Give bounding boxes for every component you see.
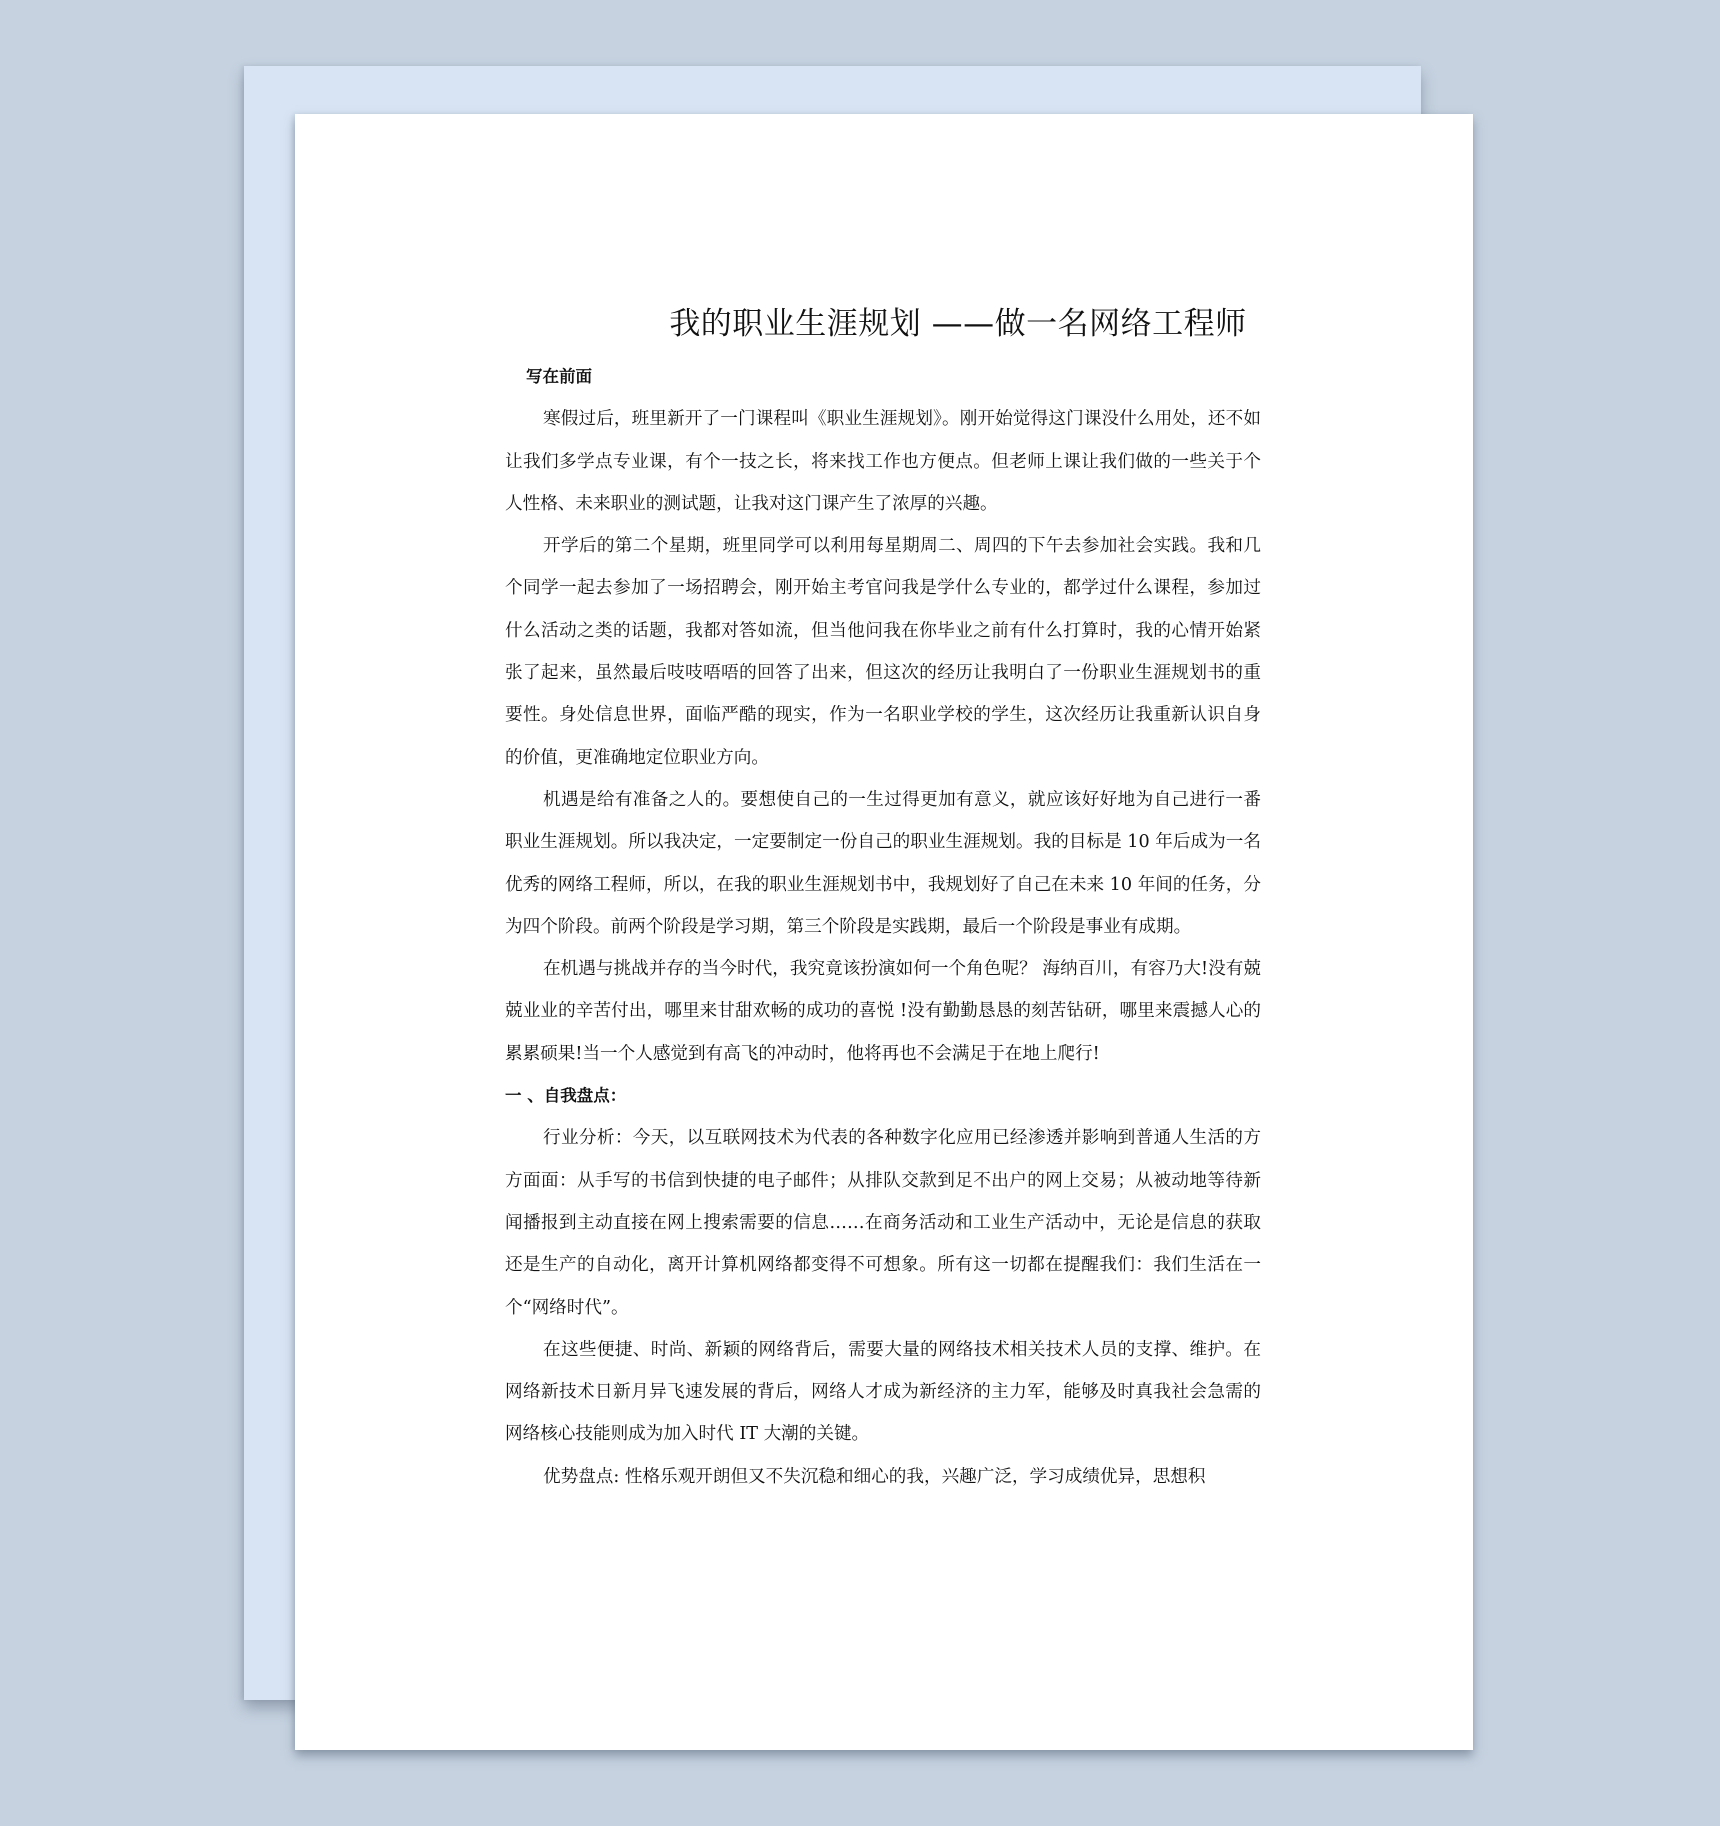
paragraph: 寒假过后，班里新开了一门课程叫《职业生涯规划》。刚开始觉得这门课没什么用处，还不如让我们多学点专业课，有个一技之长，将来找工作也方便点。但老师上课让我们做的一些关于个人性格、未来职业的测试题，让我对这门课产生了浓厚的兴趣。 — [505, 409, 1261, 514]
paragraph: 开学后的第二个星期，班里同学可以利用每星期周二、周四的下午去参加社会实践。我和几个同学一起去参加了一场招聘会，刚开始主考官问我是学什么专业的，都学过什么课程，参加过什么活动之类的话题，我都对答如流，但当他问我在你毕业之前有什么打算时，我的心情开始紧张了起来，虽然最后吱吱唔唔的回答了出来，但这次的经历让我明白了一份职业生涯规划书的重要性。身处信息世界，面临严酷的现实，作为一名职业学校的学生，这次经历让我重新认识自身的价值，更准确地定位职业方向。 — [505, 536, 1261, 768]
paragraph: 机遇是给有准备之人的。要想使自己的一生过得更加有意义，就应该好好地为自己进行一番职业生涯规划。所以我决定，一定要制定一份自己的职业生涯规划。我的目标是 10 年后成为一名优秀的网络工程师，所以，在我的职业生涯规划书中，我规划好了自己在未来 10 年间的任务，分为四个阶段。前两个阶段是学习期，第三个阶段是实践期，最后一个阶段是事业有成期。 — [505, 789, 1261, 937]
paragraph: 在机遇与挑战并存的当今时代，我究竟该扮演如何一个角色呢？ 海纳百川，有容乃大!没有兢兢业业的辛苦付出，哪里来甘甜欢畅的成功的喜悦 !没有勤勤恳恳的刻苦钻研，哪里来震撼人心的累累硕果!当一个人感觉到有高飞的冲动时，他将再也不会满足于在地上爬行! — [505, 959, 1261, 1064]
document-text — [505, 356, 1261, 1498]
paragraph: 在这些便捷、时尚、新颖的网络背后，需要大量的网络技术相关技术人员的支撑、维护。在网络新技术日新月异飞速发展的背后，网络人才成为新经济的主力军，能够及时真我社会急需的网络核心技能则成为加入时代 IT 大潮的关键。 — [505, 1339, 1261, 1445]
document-title: 我的职业生涯规划 ——做一名网络工程师 — [669, 306, 1247, 342]
front-page-sheet — [295, 114, 1473, 1750]
section-heading-self-assessment: 一 、自我盘点： — [505, 1086, 627, 1106]
preface-label: 写在前面 — [526, 367, 592, 386]
paragraph-industry-analysis: 行业分析：今天，以互联网技术为代表的各种数字化应用已经渗透并影响到普通人生活的方方面面：从手写的书信到快捷的电子邮件；从排队交款到足不出户的网上交易；从被动地等待新闻播报到主动直接在网上搜索需要的信息……在商务活动和工业生产活动中，无论是信息的获取还是生产的自动化，离开计算机网络都变得不可想象。所有这一切都在提醒我们：我们生活在一个“网络时代”。 — [505, 1128, 1261, 1318]
paragraph-strengths: 优势盘点: 性格乐观开朗但又不失沉稳和细心的我，兴趣广泛，学习成绩优异，思想积 — [543, 1466, 1206, 1487]
